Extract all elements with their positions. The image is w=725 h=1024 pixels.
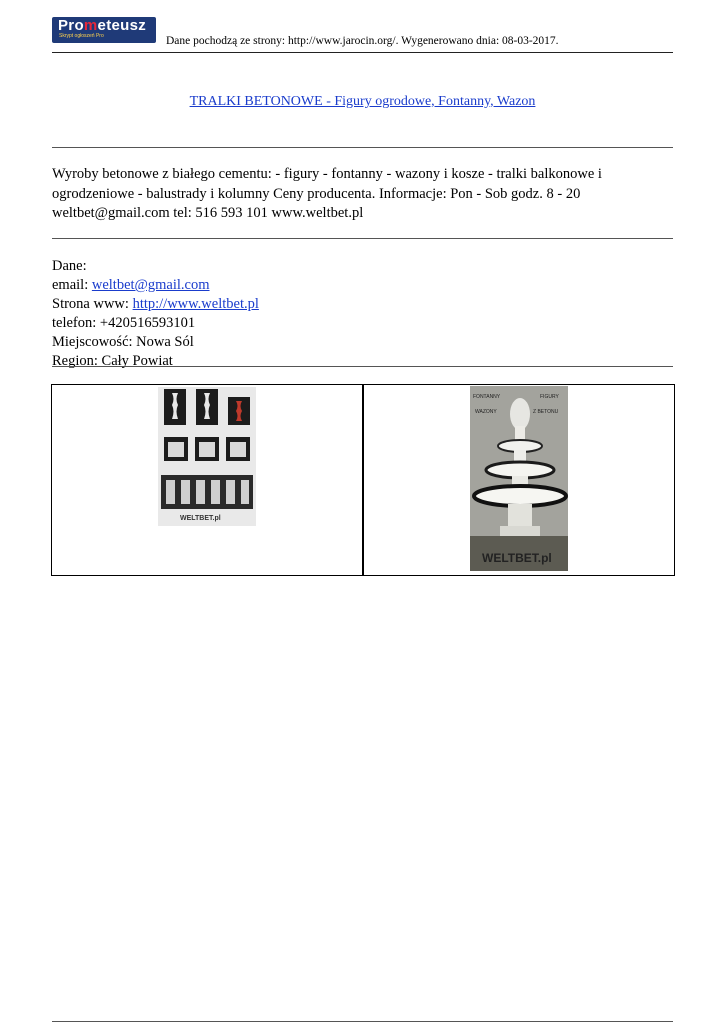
city-value: Nowa Sól (136, 334, 194, 350)
email-row (52, 276, 259, 295)
fountain-label: WAZONY (475, 409, 497, 415)
fountain-photo[interactable] (470, 386, 568, 571)
region-value: Cały Powiat (101, 353, 173, 369)
divider (52, 147, 673, 148)
city-label: Miejscowość: (52, 334, 137, 350)
logo-tagline: Skrypt ogłoszeń Pro (59, 33, 104, 39)
divider (52, 238, 673, 239)
region-row (52, 352, 259, 371)
fountain-label: FONTANNY (473, 394, 501, 400)
image-table (51, 384, 675, 576)
fountain-label: FIGURY (540, 394, 559, 400)
city-row (52, 333, 259, 352)
divider (52, 366, 673, 367)
balusters-graphic (158, 387, 256, 526)
phone-label: telefon: (52, 315, 100, 331)
image-cell (52, 385, 362, 575)
phone-value: +420516593101 (99, 315, 196, 331)
email-label: email: (52, 277, 92, 293)
listing-description: Wyroby betonowe z białego cementu: - figury - fontanny - wazony i kosze - tralki balkonowe i ogrodzeniowe - balustrady i kolumny Ceny producenta. Informacje: Pon - Sob godz. 8 - 20 weltbet@gmail.com tel: 516 593 101 www.weltbet.pl (52, 166, 602, 221)
image-watermark: WELTBET.pl (482, 551, 552, 565)
region-label: Region: (52, 353, 102, 369)
footer-divider (52, 1021, 673, 1022)
image-cell (362, 385, 674, 575)
details-section (52, 257, 259, 371)
listing-title-link[interactable]: TRALKI BETONOWE - Figury ogrodowe, Fontanny, Wazon (189, 94, 536, 109)
www-label: Strona www: (52, 296, 133, 312)
email-link[interactable]: weltbet@gmail.com (91, 277, 210, 293)
balusters-photo[interactable] (158, 387, 256, 526)
www-link[interactable]: http://www.weltbet.pl (132, 296, 259, 312)
details-heading: Dane: (52, 258, 87, 274)
site-logo (52, 17, 156, 43)
www-row (52, 295, 259, 314)
phone-row (52, 314, 259, 333)
fountain-label: Z BETONU (533, 409, 559, 415)
image-watermark: WELTBET.pl (180, 515, 221, 522)
logo-wordmark: Prometeusz (58, 17, 147, 34)
source-note: Dane pochodzą ze strony: http://www.jarocin.org/. Wygenerowano dnia: 08-03-2017. (166, 35, 559, 47)
header-divider (52, 52, 673, 53)
